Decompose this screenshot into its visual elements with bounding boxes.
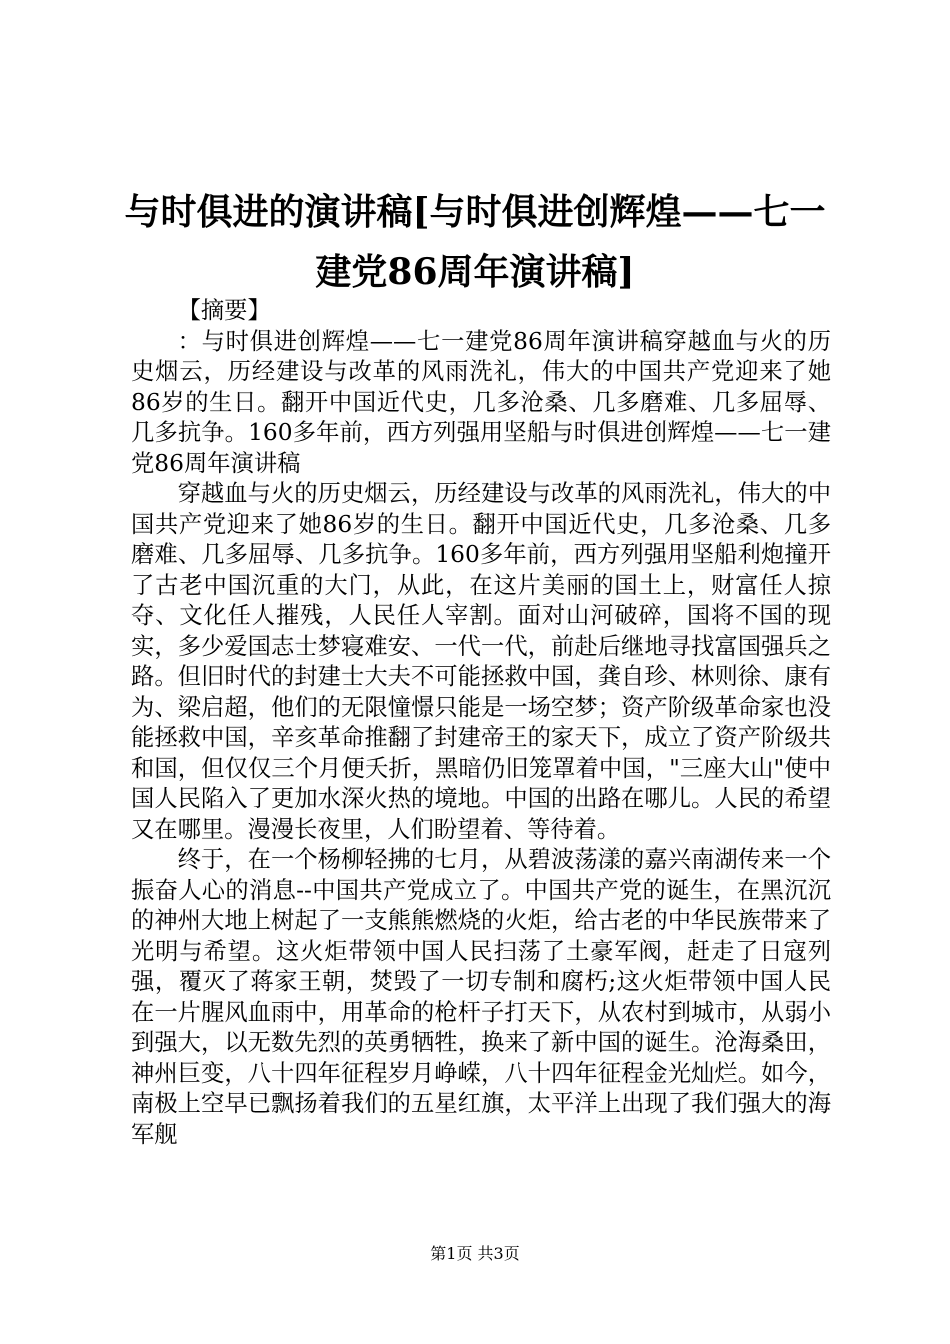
abstract-text: ：与时俱进创辉煌——七一建党86周年演讲稿穿越血与火的历史烟云，历经建设与改革的风雨洗礼，伟大的中国共产党迎来了她86岁的生日。翻开中国近代史，几多沧桑、几多磨难、几多屈辱、几多抗争。160多年前，西方列强用坚船与时俱进创辉煌——七一建党86周年演讲稿 [131, 327, 831, 477]
body-paragraph-2: 终于，在一个杨柳轻拂的七月，从碧波荡漾的嘉兴南湖传来一个振奋人心的消息--中国共产党成立了。中国共产党的诞生，在黑沉沉的神州大地上树起了一支熊熊燃烧的火炬，给古老的中华民族带来了光明与希望。这火炬带领中国人民扫荡了土豪军阀，赶走了日寇列强，覆灭了蒋家王朝，焚毁了一切专制和腐朽;这火炬带领中国人民在一片腥风血雨中，用革命的枪杆子打天下，从农村到城市，从弱小到强大，以无数先烈的英勇牺牲，换来了新中国的诞生。沧海桑田，神州巨变，八十四年征程岁月峥嵘，八十四年征程金光灿烂。如今，南极上空早已飘扬着我们的五星红旗，太平洋上出现了我们强大的海军舰 [131, 846, 831, 1148]
abstract-label: 【摘要】 [177, 297, 271, 324]
page-footer: 第1页 共3页 [430, 1244, 520, 1263]
body-paragraph-1: 穿越血与火的历史烟云，历经建设与改革的风雨洗礼，伟大的中国共产党迎来了她86岁的生日。翻开中国近代史，几多沧桑、几多磨难、几多屈辱、几多抗争。160多年前，西方列强用坚船利炮撞开了古老中国沉重的大门，从此，在这片美丽的国土上，财富任人掠夺、文化任人摧残，人民任人宰割。面对山河破碎，国将不国的现实，多少爱国志士梦寝难安、一代一代，前赴后继地寻找富国强兵之路。但旧时代的封建士大夫不可能拯救中国，龚自珍、林则徐、康有为、梁启超，他们的无限憧憬只能是一场空梦；资产阶级革命家也没能拯救中国，辛亥革命推翻了封建帝王的家天下，成立了资产阶级共和国，但仅仅三个月便夭折，黑暗仍旧笼罩着中国，"三座大山"使中国人民陷入了更加水深火热的境地。中国的出路在哪儿。人民的希望又在哪里。漫漫长夜里，人们盼望着、等待着。 [131, 480, 831, 843]
document-title: 与时俱进的演讲稿[与时俱进创辉煌——七一建党86周年演讲稿] [124, 191, 826, 293]
document-body [131, 296, 831, 1150]
